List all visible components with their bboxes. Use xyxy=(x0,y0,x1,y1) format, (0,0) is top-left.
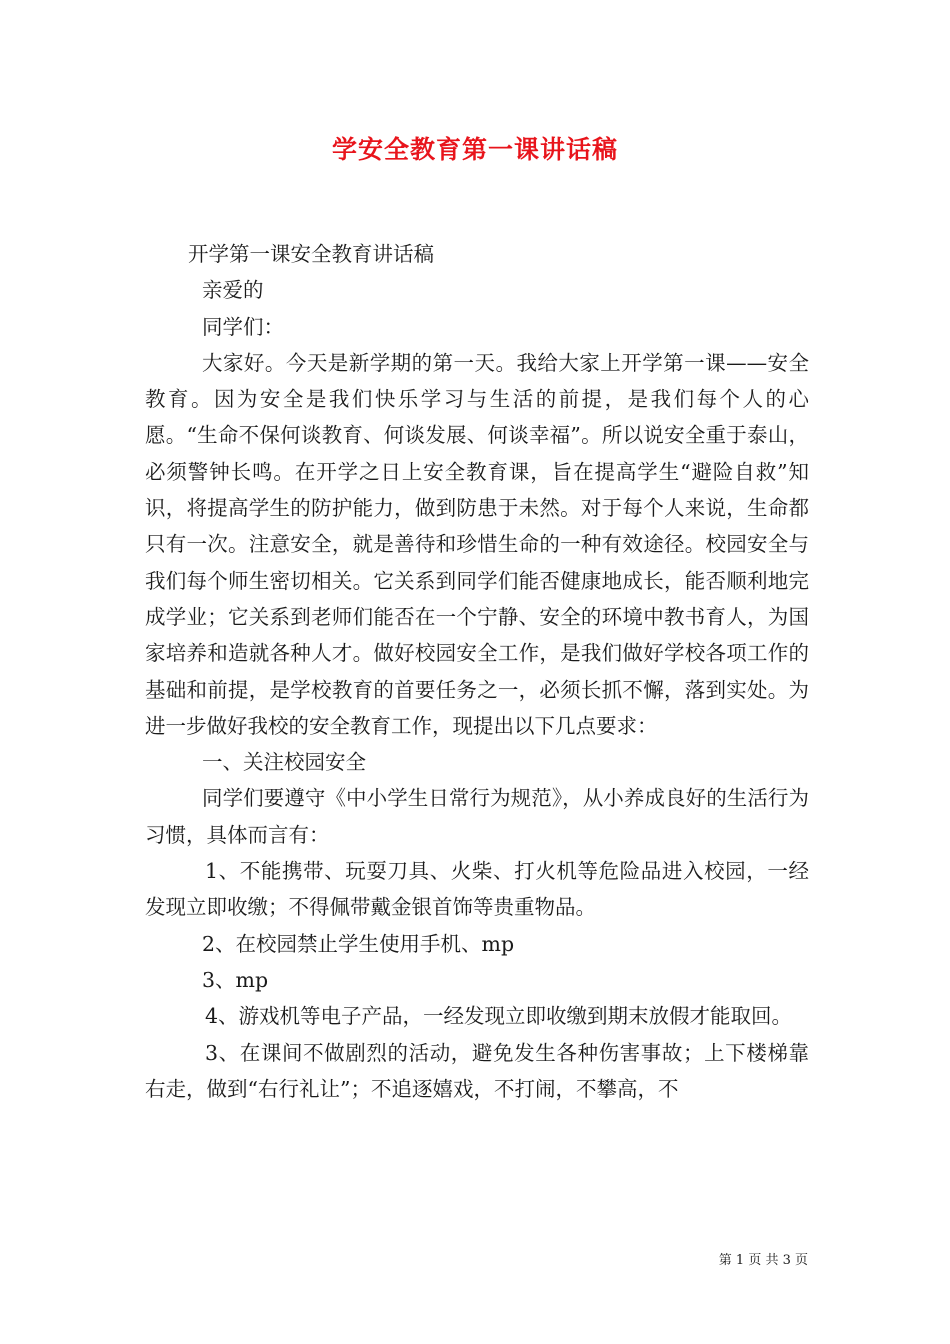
list-item-3: 3、mp xyxy=(202,967,269,992)
list-item-1: 1、不能携带、玩耍刀具、火柴、打火机等危险品进入校园，一经发现立即收缴；不得佩带戴金银首饰等贵重物品。 xyxy=(145,859,809,920)
list-item-4: 4、游戏机等电子产品，一经发现立即收缴到期末放假才能取回。 xyxy=(205,1004,793,1029)
paragraph-intro: 大家好。今天是新学期的第一天。我给大家上开学第一课——安全教育。因为安全是我们快乐学习与生活的前提，是我们每个人的心愿。“生命不保何谈教育、何谈发展、何谈幸福”。所以说安全重于泰山，必须警钟长鸣。在开学之日上安全教育课，旨在提高学生“避险自救”知识，将提高学生的防护能力，做到防患于未然。对于每个人来说，生命都只有一次。注意安全，就是善待和珍惜生命的一种有效途径。校园安全与我们每个师生密切相关。它关系到同学们能否健康地成长，能否顺利地完成学业；它关系到老师们能否在一个宁静、安全的环境中教书育人，为国家培养和造就各种人才。做好校园安全工作，是我们做好学校各项工作的基础和前提，是学校教育的首要任务之一，必须长抓不懈，落到实处。为进一步做好我校的安全教育工作，现提出以下几点要求： xyxy=(145,350,809,738)
document-title: 学安全教育第一课讲话稿 xyxy=(331,135,618,164)
paragraph-section-1: 同学们要遵守《中小学生日常行为规范》，从小养成良好的生活行为习惯，具体而言有： xyxy=(145,786,809,847)
document-body xyxy=(145,236,809,1107)
list-item-2: 2、在校园禁止学生使用手机、mp xyxy=(202,931,515,956)
list-item-5: 3、在课间不做剧烈的活动，避免发生各种伤害事故；上下楼梯靠右走，做到“右行礼让”；不追逐嬉戏，不打闹，不攀高，不 xyxy=(145,1040,809,1101)
paragraph-salutation-1: 亲爱的 xyxy=(202,278,264,303)
page-indicator: 第 1 页 共 3 页 xyxy=(718,1253,808,1268)
paragraph-salutation-2: 同学们： xyxy=(202,314,284,339)
section-heading-1: 一、关注校园安全 xyxy=(202,750,366,775)
paragraph-subtitle: 开学第一课安全教育讲话稿 xyxy=(188,242,434,266)
